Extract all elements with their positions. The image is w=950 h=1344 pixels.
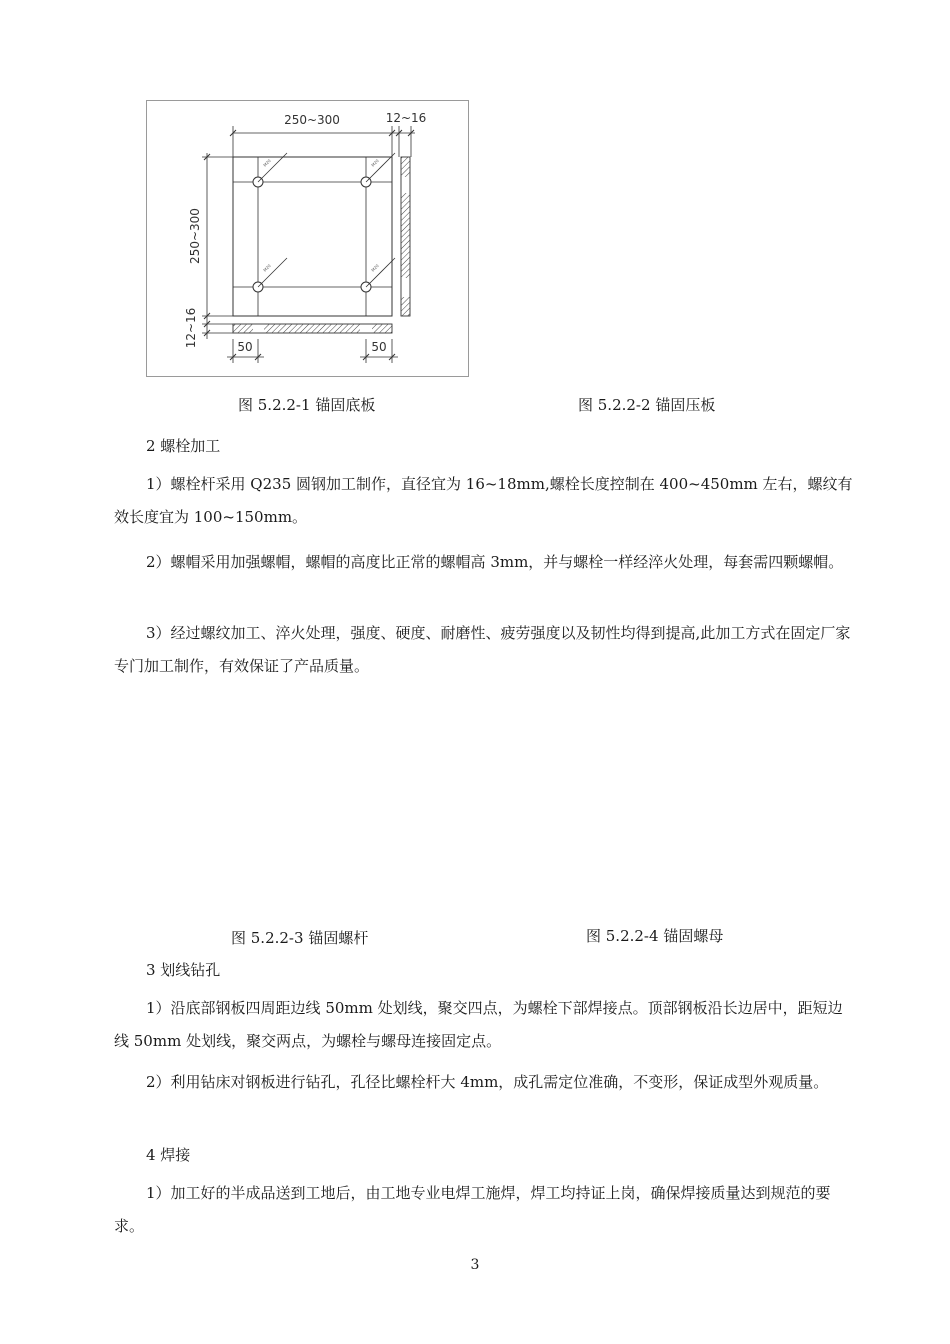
hole-label: M20 (370, 158, 380, 168)
hole-label: M20 (262, 158, 272, 168)
anchor-base-plate-figure (146, 100, 469, 377)
section-heading-weld: 4 焊接 (146, 1146, 191, 1164)
figure-caption-2: 图 5.2.2-2 锚固压板 (578, 396, 716, 414)
dim-thickness-left-label: 12~16 (184, 307, 198, 349)
figure-caption-3: 图 5.2.2-3 锚固螺杆 (231, 929, 369, 947)
paragraph-drill-2: 2）利用钻床对钢板进行钻孔，孔径比螺栓杆大 4mm，成孔需定位准确，不变形，保证成型外观质量。 (146, 1073, 829, 1091)
figure-caption-1: 图 5.2.2-1 锚固底板 (238, 396, 376, 414)
page-number: 3 (470, 1257, 480, 1273)
anchor-base-plate-drawing (147, 101, 468, 376)
paragraph-bolt-1: 1）螺栓杆采用 Q235 圆钢加工制作，直径宜为 16~18mm,螺栓长度控制在 400~450mm 左右，螺纹有效长度宜为 100~150mm。 (114, 475, 853, 526)
section-heading-drill: 3 划线钻孔 (146, 961, 221, 979)
dim-height-label: 250~300 (188, 208, 202, 264)
hole-label: M20 (262, 263, 272, 273)
paragraph-bolt-3: 3）经过螺纹加工、淬火处理，强度、硬度、耐磨性、疲劳强度以及韧性均得到提高,此加工方式在固定厂家专门加工制作，有效保证了产品质量。 (114, 624, 851, 675)
dim-width-label: 250~300 (284, 113, 340, 127)
paragraph-bolt-2: 2）螺帽采用加强螺帽，螺帽的高度比正常的螺帽高 3mm，并与螺栓一样经淬火处理，每套需四颗螺帽。 (146, 553, 844, 571)
hole-label: M20 (370, 263, 380, 273)
paragraph-weld-1: 1）加工好的半成品送到工地后，由工地专业电焊工施焊，焊工均持证上岗，确保焊接质量达到规范的要求。 (114, 1184, 831, 1235)
paragraph-drill-1: 1）沿底部钢板四周距边线 50mm 处划线，聚交四点，为螺栓下部焊接点。顶部钢板沿长边居中，距短边线 50mm 处划线，聚交两点，为螺栓与螺母连接固定点。 (114, 999, 843, 1050)
figure-caption-4: 图 5.2.2-4 锚固螺母 (586, 927, 724, 945)
dim-edge-left-label: 50 (237, 340, 253, 354)
section-heading-bolt: 2 螺栓加工 (146, 437, 221, 455)
dim-thickness-top-label: 12~16 (385, 111, 427, 125)
dim-edge-right-label: 50 (371, 340, 387, 354)
